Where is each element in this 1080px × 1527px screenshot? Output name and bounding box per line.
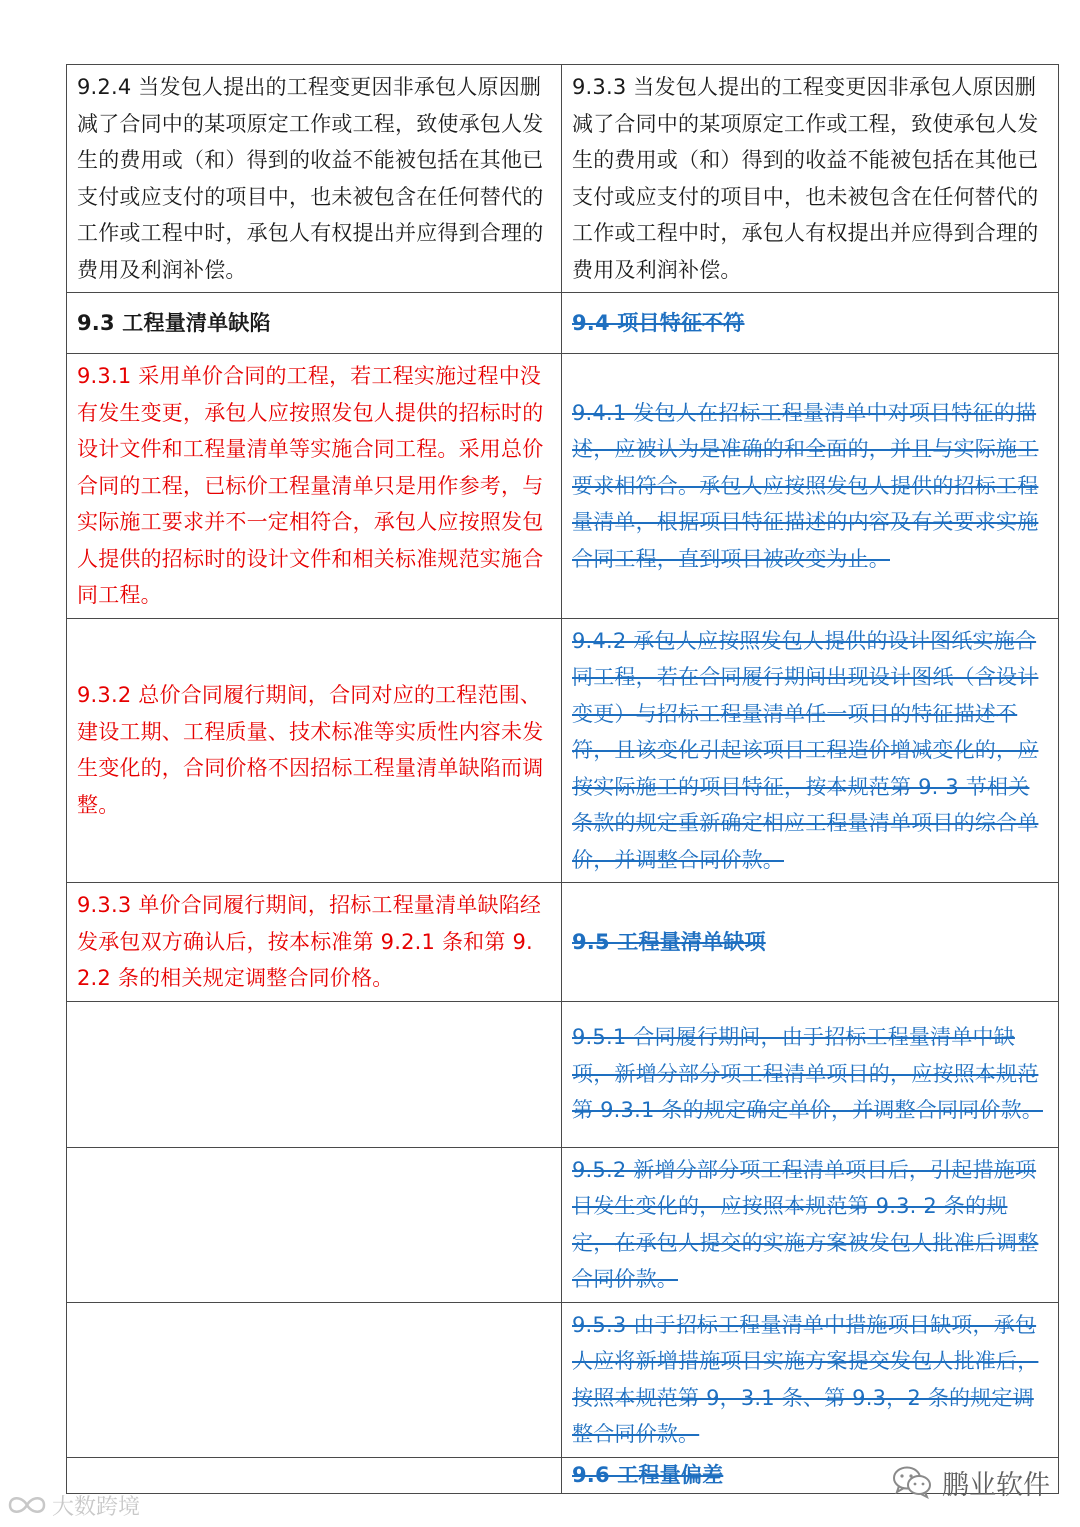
table-row [67,1001,1059,1147]
old-empty-cell [67,1147,562,1302]
infinity-logo-icon [6,1492,48,1518]
new-clause-9-4-2: 9.4.2 承包人应按照发包人提供的设计图纸实施合同工程，若在合同履行期间出现设计图纸（含设计变更）与招标工程量清单任一项目的特征描述不符，且该变化引起该项目工程造价增减变化的，应按实际施工的项目特征，按本规范第 9. 3 节相关条款的规定重新确定相应工程量清单项目的综合单价，并调整合同价款。 [562,618,1059,883]
comparison-table [66,64,1059,1494]
new-section-heading-9-6: 9.6 工程量偏差 [562,1457,1059,1493]
old-empty-cell [67,1302,562,1457]
new-clause-9-5-2: 9.5.2 新增分部分项工程清单项目后，引起措施项目发生变化的，应按照本规范第 9.3. 2 条的规定，在承包人提交的实施方案被发包人批准后调整合同价款。 [562,1147,1059,1302]
new-clause-9-3-3: 9.3.3 当发包人提出的工程变更因非承包人原因删减了合同中的某项原定工作或工程，致使承包人发生的费用或（和）得到的收益不能被包括在其他已支付或应支付的项目中，也未被包含在任何替代的工作或工程中时，承包人有权提出并应得到合理的费用及利润补偿。 [562,65,1059,293]
table-row [67,1147,1059,1302]
old-section-heading-9-3: 9.3 工程量清单缺陷 [67,293,562,354]
old-empty-cell [67,1001,562,1147]
new-section-heading-9-5: 9.5 工程量清单缺项 [562,883,1059,1002]
table-row [67,1302,1059,1457]
wechat-account-badge [892,1460,1050,1504]
table-row [67,65,1059,293]
old-clause-9-3-1: 9.3.1 采用单价合同的工程，若工程实施过程中没有发生变更，承包人应按照发包人提供的招标时的设计文件和工程量清单等实施合同工程。采用总价合同的工程，已标价工程量清单只是用作参考，与实际施工要求并不一定相符合，承包人应按照发包人提供的招标时的设计文件和相关标准规范实施合同工程。 [67,354,562,619]
table-row [67,354,1059,619]
old-clause-9-2-4: 9.2.4 当发包人提出的工程变更因非承包人原因删减了合同中的某项原定工作或工程，致使承包人发生的费用或（和）得到的收益不能被包括在其他已支付或应支付的项目中，也未被包含在任何替代的工作或工程中时，承包人有权提出并应得到合理的费用及利润补偿。 [67,65,562,293]
new-clause-9-5-3: 9.5.3 由于招标工程量清单中措施项目缺项，承包人应将新增措施项目实施方案提交发包人批准后，按照本规范第 9，3.1 条、第 9.3，2 条的规定调整合同价款。 [562,1302,1059,1457]
wechat-icon [892,1465,932,1499]
old-clause-9-3-2: 9.3.2 总价合同履行期间，合同对应的工程范围、建设工期、工程质量、技术标准等实质性内容未发生变化的，合同价格不因招标工程量清单缺陷而调整。 [67,618,562,883]
brand-name: 鹏业软件 [942,1469,1050,1501]
table-row [67,293,1059,354]
watermark [6,1490,140,1520]
old-clause-9-3-3: 9.3.3 单价合同履行期间，招标工程量清单缺陷经发承包双方确认后，按本标准第 9.2.1 条和第 9.2.2 条的相关规定调整合同价格。 [67,883,562,1002]
new-clause-9-5-1: 9.5.1 合同履行期间，由于招标工程量清单中缺项，新增分部分项工程清单项目的，应按照本规范第 9.3.1 条的规定确定单价，并调整合同同价款。 [562,1001,1059,1147]
watermark-text: 大数跨境 [52,1494,141,1520]
table-row [67,883,1059,1002]
table-row [67,618,1059,883]
new-clause-9-4-1: 9.4.1 发包人在招标工程量清单中对项目特征的描述，应被认为是准确的和全面的，并且与实际施工要求相符合。承包人应按照发包人提供的招标工程量清单，根据项目特征描述的内容及有关要求实施合同工程，直到项目被改变为止。 [562,354,1059,619]
old-empty-cell [67,1457,562,1493]
new-section-heading-9-4: 9.4 项目特征不符 [562,293,1059,354]
